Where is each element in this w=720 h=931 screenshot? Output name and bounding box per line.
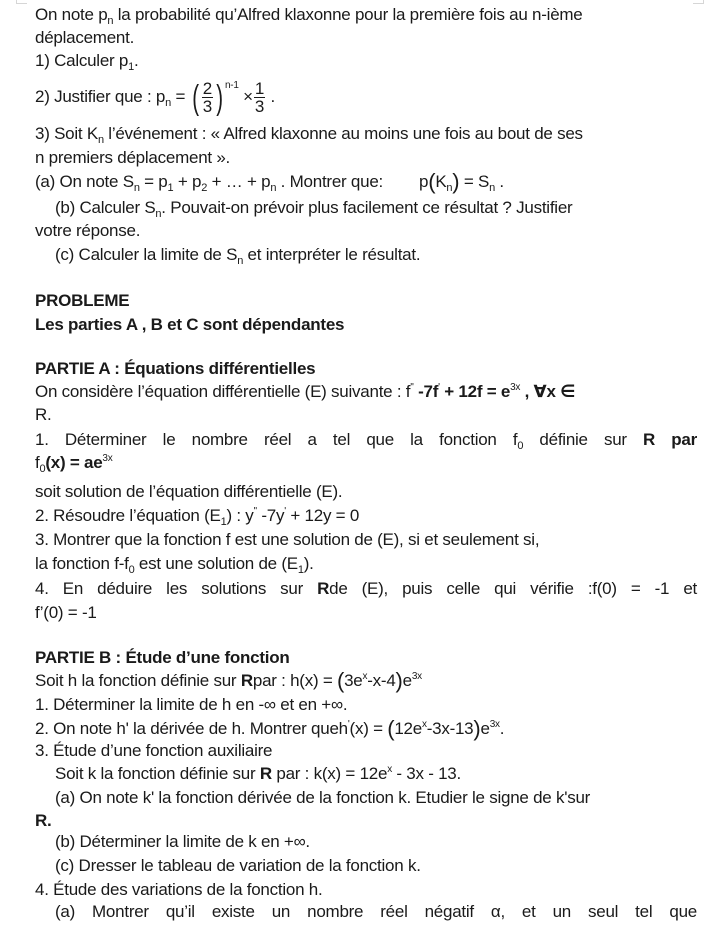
subscript: 0	[39, 463, 46, 475]
denominator: 3	[202, 97, 212, 117]
text: 3e	[344, 671, 363, 690]
superscript: ''	[253, 506, 257, 517]
subscript: n	[489, 182, 495, 194]
superscript: x	[362, 671, 368, 682]
subscript: n	[97, 134, 104, 146]
subscript: n	[165, 97, 171, 109]
superscript: '	[284, 506, 286, 517]
text: = p	[139, 172, 168, 191]
text: + 12y = 0	[285, 506, 360, 525]
text: Soit h la fonction définie sur	[35, 671, 241, 690]
exercise-question-3b-line2: votre réponse.	[35, 221, 141, 240]
text: ) : y	[226, 506, 254, 525]
text: -7f	[413, 382, 439, 401]
text: 12e	[394, 719, 422, 738]
numerator: 1	[254, 79, 265, 99]
text: 1) Calculer p	[35, 51, 129, 70]
superscript: ''	[410, 382, 414, 393]
text: (x) = ae	[45, 453, 103, 472]
superscript: x	[387, 764, 392, 775]
exercise-intro	[35, 4, 583, 26]
partie-a-question-4	[35, 578, 697, 600]
text: par : h(x) =	[252, 671, 337, 690]
text: + 12f = e	[439, 382, 511, 401]
text: la fonction f-f	[35, 554, 129, 573]
partie-b-question-4-title: 4. Étude des variations de la fonction h.	[35, 880, 323, 899]
subscript: 1	[128, 61, 134, 73]
text: .	[499, 719, 505, 738]
partie-a-intro	[35, 381, 575, 403]
subscript: n	[446, 182, 453, 194]
exponent: n-1	[225, 80, 239, 91]
subscript: 1	[167, 182, 174, 194]
text: R	[240, 671, 253, 690]
text: -3x-13	[426, 719, 474, 738]
text: On considère l’équation différentielle (E) suivante : f	[35, 382, 411, 401]
text: + … + p	[207, 172, 271, 191]
probleme-title: PROBLEME	[35, 291, 130, 310]
text: .	[266, 87, 276, 106]
superscript: 3x	[510, 382, 521, 393]
subscript: 1	[220, 516, 227, 528]
text: PARTIE A :	[35, 359, 125, 378]
exercise-intro-line2: déplacement.	[35, 28, 135, 47]
superscript: '	[347, 719, 350, 730]
text: 3) Soit K	[35, 124, 98, 143]
text: 1. Déterminer le nombre réel a tel que la fonction f	[35, 430, 518, 449]
text: Équations différentielles	[124, 359, 316, 378]
text: est une solution de (E	[134, 554, 298, 573]
subscript: 1	[297, 564, 304, 576]
partie-b-question-3a-line2: R.	[35, 811, 52, 830]
text: - 3x - 13.	[391, 764, 461, 783]
superscript: x	[421, 719, 427, 730]
text: On note p	[35, 5, 108, 24]
page-corner-mark-left	[16, 0, 27, 4]
paren-open: (	[387, 716, 395, 741]
subscript: n	[270, 182, 277, 194]
numerator: 2	[202, 79, 212, 99]
exercise-question-3b	[55, 197, 572, 219]
text: 2. Résoudre l’équation (E	[35, 506, 221, 525]
partie-a-question-3: 3. Montrer que la fonction f est une solution de (E), si et seulement si,	[35, 530, 540, 549]
exercise-question-3-line2: n premiers déplacement ».	[35, 148, 231, 167]
paren-close: )	[473, 716, 481, 741]
text: .	[494, 172, 504, 191]
text: + p	[173, 172, 202, 191]
partie-a-title	[35, 358, 315, 380]
text: (b) Calculer S	[55, 198, 156, 217]
exercise-question-1	[35, 50, 138, 72]
partie-b-question-3-title: 3. Étude d’une fonction auxiliaire	[35, 741, 273, 760]
text: Étude d’une fonction	[125, 648, 290, 667]
text: (c) Calculer la limite de S	[55, 245, 238, 264]
superscript: 3x	[489, 719, 500, 730]
paren-open: (	[337, 668, 345, 693]
text: e	[402, 671, 412, 690]
fraction-2-3	[202, 80, 213, 115]
text: 4. En déduire les solutions sur	[35, 579, 318, 598]
text: p	[419, 172, 429, 191]
text: .	[134, 51, 139, 70]
text: R	[259, 764, 272, 783]
text: =	[171, 87, 190, 106]
superscript: 3x	[102, 453, 113, 464]
text: (a) On note S	[35, 172, 134, 191]
fraction-1-3	[254, 80, 265, 115]
subscript: n	[107, 15, 114, 27]
partie-a-question-1-line3: soit solution de l’équation différentielle (E).	[35, 482, 343, 501]
text: et interpréter le résultat.	[243, 245, 421, 264]
text: -x-4	[367, 671, 396, 690]
text: . Montrer que:	[276, 172, 384, 191]
text: l’événement : « Alfred klaxonne au moins une fois au bout de ses	[103, 124, 583, 143]
subscript: 0	[517, 440, 524, 452]
text: = S	[459, 172, 490, 191]
text: R par	[643, 430, 697, 449]
partie-b-question-4a: (a) Montrer qu’il existe un nombre réel négatif α, et un seul tel que	[55, 902, 697, 921]
page-corner-mark-right	[693, 0, 704, 4]
exercise-question-3a	[35, 171, 504, 193]
exercise-question-2: 2) Justifier que : $p_n$ = ( $\frac{2}{3}$ ) $^{n-1}$ × $\frac{1}{3}$ .	[35, 78, 276, 117]
text: définie sur	[523, 430, 644, 449]
text: la probabilité qu’Alfred klaxonne pour la première fois au n-ième	[113, 5, 583, 24]
text: 2) Justifier que : p	[35, 87, 166, 106]
text: PARTIE B :	[35, 648, 126, 667]
text: par : k(x) = 12e	[271, 764, 388, 783]
text: ×	[238, 87, 253, 106]
subscript: 2	[201, 182, 208, 194]
exercise-question-3c	[55, 244, 420, 266]
partie-b-question-3b: (b) Déterminer la limite de k en +∞.	[55, 832, 310, 851]
exercise-question-3	[35, 123, 583, 145]
subscript: n	[133, 182, 140, 194]
subscript: n	[237, 255, 244, 267]
partie-a-question-3-line2	[35, 553, 314, 575]
text: ).	[303, 554, 314, 573]
partie-b-question-1: 1. Déterminer la limite de h en -∞ et en +∞.	[35, 695, 348, 714]
text: f	[35, 453, 40, 472]
partie-a-question-2	[35, 505, 359, 527]
partie-a-question-1	[35, 429, 697, 451]
partie-b-question-2	[35, 718, 504, 740]
text: R	[317, 579, 330, 598]
text: (x) =	[349, 719, 388, 738]
superscript: 3x	[411, 671, 422, 682]
probleme-subtitle: Les parties A , B et C sont dépendantes	[35, 315, 345, 334]
text: 2. On note h' la dérivée de h. Montrer queh	[35, 719, 348, 738]
partie-b-question-3-intro	[55, 763, 461, 785]
partie-b-question-3c: (c) Dresser le tableau de variation de la fonction k.	[55, 856, 421, 875]
denominator: 3	[254, 97, 265, 117]
text: -7y	[256, 506, 285, 525]
text: e	[480, 719, 490, 738]
partie-a-intro-line2: R.	[35, 405, 52, 424]
paren-close: )	[395, 668, 403, 693]
superscript: '	[438, 382, 440, 393]
subscript: 0	[128, 564, 135, 576]
text: . Pouvait-on prévoir plus facilement ce résultat ? Justifier	[161, 198, 573, 217]
text: Soit k la fonction définie sur	[55, 764, 260, 783]
partie-a-question-1-line2	[35, 452, 112, 474]
partie-b-intro	[35, 670, 422, 692]
partie-b-question-3a: (a) On note k' la fonction dérivée de la fonction k. Etudier le signe de k'sur	[55, 788, 591, 807]
text: de (E), puis celle qui vérifie :f(0) = -1 et	[329, 579, 697, 598]
paren-open: (	[428, 169, 436, 194]
text: , ∀x ∈	[520, 382, 576, 401]
text: K	[435, 172, 447, 191]
subscript: n	[155, 208, 162, 220]
paren-close: )	[452, 169, 460, 194]
partie-b-title	[35, 647, 289, 669]
partie-a-question-4-line2: f’(0) = -1	[35, 603, 97, 622]
